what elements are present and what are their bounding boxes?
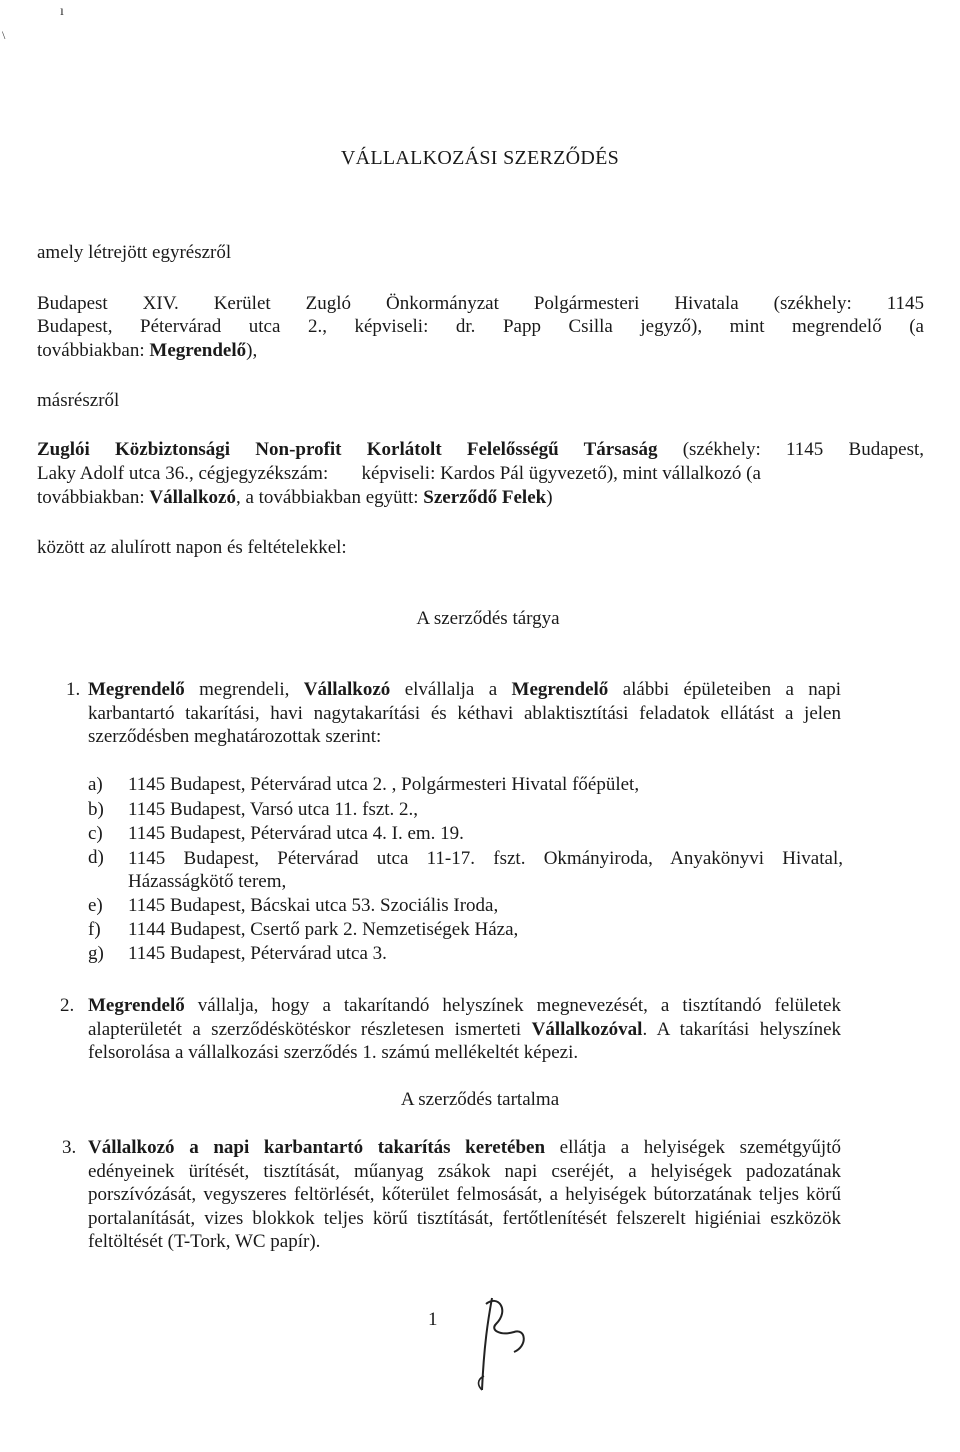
list-item: f) 1144 Budapest, Csertő park 2. Nemzetiségek Háza, [88, 919, 519, 940]
intro-text: amely létrejött egyrészről [37, 242, 232, 263]
party2-line1: Zuglói Közbiztonsági Non-profit Korlátolt Felelősségű Társaság (székhely: 1145 Budapest, [37, 439, 924, 460]
section-heading-tartalom: A szerződés tartalma [400, 1089, 560, 1110]
page-number: 1 [428, 1309, 438, 1330]
document-title: VÁLLALKOZÁSI SZERZŐDÉS [340, 147, 620, 169]
paragraph-3: Vállalkozó a napi karbantartó takarítás keretében ellátja a helyiségek szemétgyűjtő edényeinek ürítését, tisztítását, műanyag zsákok napi cseréjét, a helyiségek padozatának porszívózását, vegyszeres feltörlését, kőterület felmosását, a helyiségek bútorzatának teljes körű portalanítását, vizes blokkok teljes körű tisztítását, fertőtlenítését felszerelt higiéniai eszközök feltöltését (T-Tork, WC papír). [88, 1137, 841, 1253]
scan-mark: \ [2, 28, 6, 42]
paragraph-number: 2. [60, 995, 75, 1016]
paragraph-number: 1. [66, 679, 81, 700]
party1-line2: Budapest, Pétervárad utca 2., képviseli: dr. Papp Csilla jegyző), mint megrendelő (a [37, 316, 924, 337]
party2-line2: Laky Adolf utca 36., cégjegyzékszám: képviseli: Kardos Pál ügyvezető), mint vállalkozó (a [37, 463, 761, 484]
paragraph-1: Megrendelő megrendeli, Vállalkozó elvállalja a Megrendelő alábbi épületeiben a napi karbantartó takarítási, havi nagytakarítási és kéthavi ablaktisztítási feladatok ellátást a jelen szerződésben meghatározottak szerint: [88, 679, 841, 748]
list-item: c) 1145 Budapest, Pétervárad utca 4. I. em. 19. [88, 823, 464, 844]
scan-mark: ı [60, 4, 64, 19]
list-item: 1145 Budapest, Pétervárad utca 11-17. fszt. Okmányiroda, Anyakönyvi Hivatal, Házasságkötő terem, [128, 848, 843, 892]
list-item: e) 1145 Budapest, Bácskai utca 53. Szociális Iroda, [88, 895, 499, 916]
signature-initials [470, 1290, 540, 1400]
list-item: a) 1145 Budapest, Pétervárad utca 2. , Polgármesteri Hivatal főépület, [88, 774, 640, 795]
masreszrol-text: másrészről [37, 390, 120, 411]
list-item: b) 1145 Budapest, Varsó utca 11. fszt. 2., [88, 799, 419, 820]
paragraph-number: 3. [62, 1137, 77, 1158]
party1-line1: Budapest XIV. Kerület Zugló Önkormányzat Polgármesteri Hivatala (székhely: 1145 [37, 293, 924, 314]
paragraph-2: Megrendelő vállalja, hogy a takarítandó helyszínek megnevezését, a tisztítandó felületek alapterületét a szerződéskötéskor részletesen ismerteti Vállalkozóval. A takarítási helyszínek felsorolása a vállalkozási szerződés 1. számú mellékeltét képezi. [88, 995, 841, 1064]
list-item: g) 1145 Budapest, Pétervárad utca 3. [88, 943, 387, 964]
kozott-text: között az alulírott napon és feltételekkel: [37, 537, 347, 558]
party2-line3: továbbiakban: Vállalkozó, a továbbiakban együtt: Szerződő Felek) [37, 487, 553, 508]
section-heading-targy: A szerződés tárgya [416, 608, 560, 629]
list-item-label: d) [88, 847, 104, 868]
party1-line3: továbbiakban: Megrendelő), [37, 340, 258, 361]
